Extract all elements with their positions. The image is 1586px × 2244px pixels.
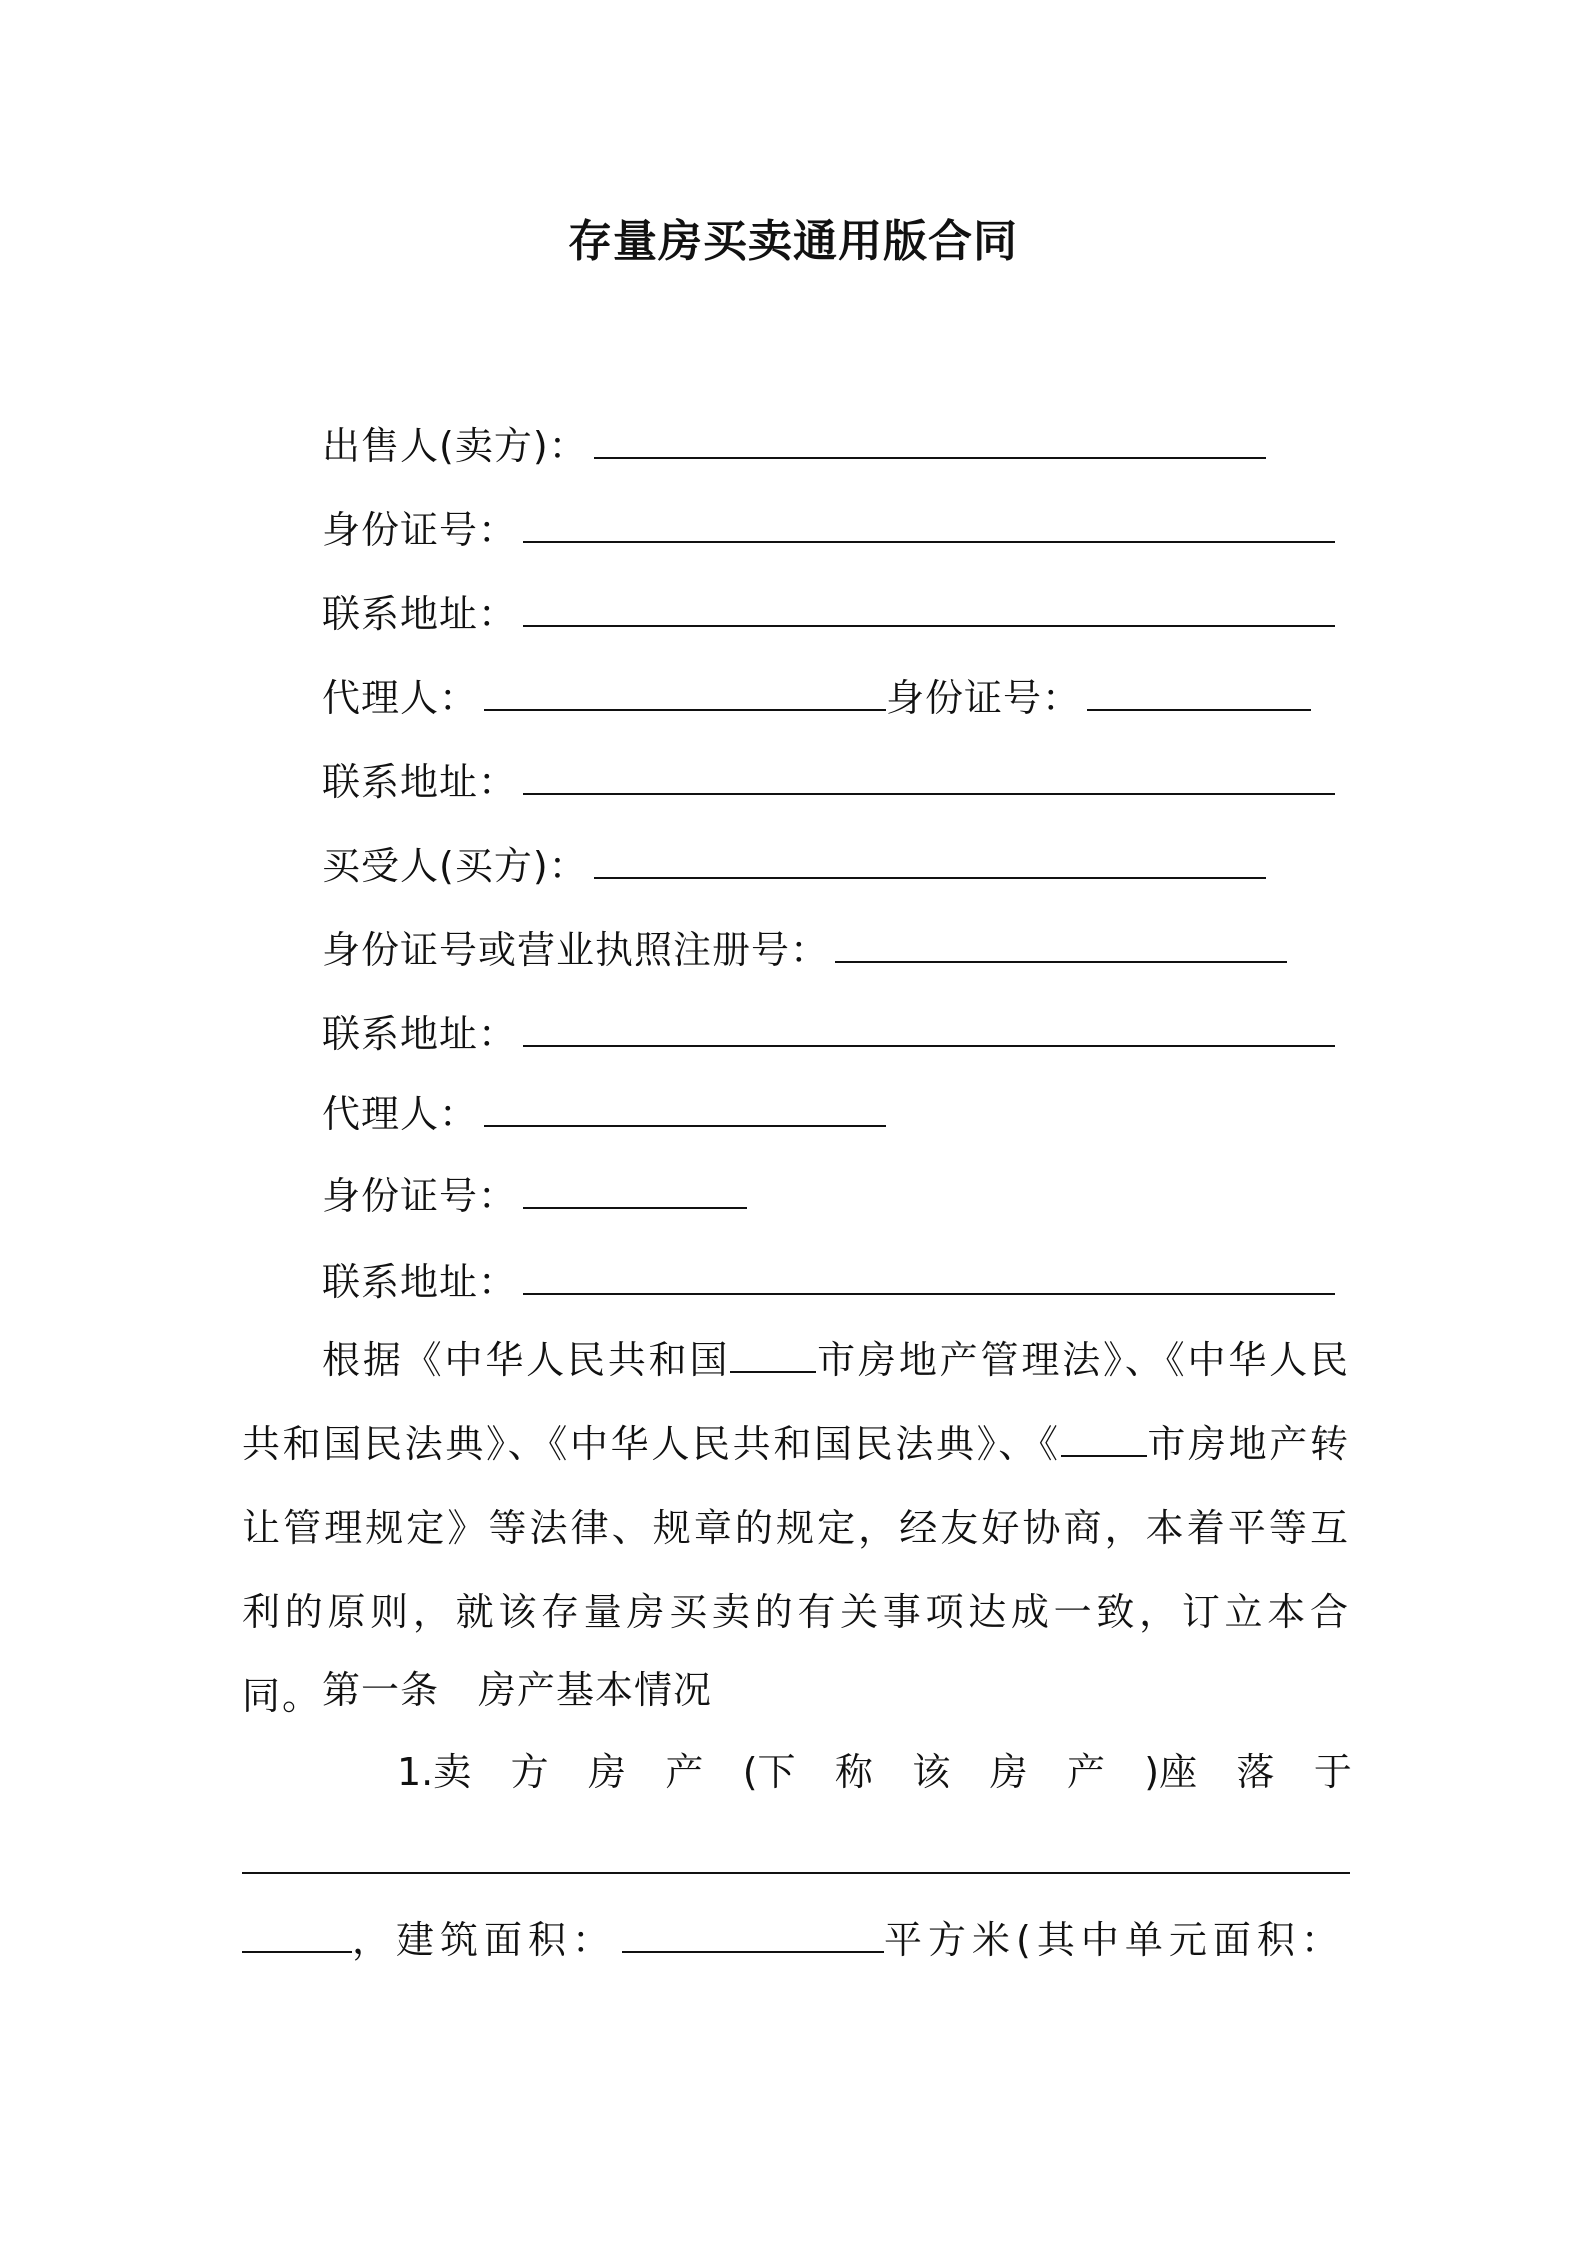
buyer-agent-id-label: 身份证号： (322, 1174, 518, 1218)
buyer-agent-label: 代理人： (322, 1092, 479, 1136)
buyer-address-blank[interactable] (523, 1009, 1335, 1047)
seller-agent-address-blank[interactable] (523, 757, 1335, 795)
buyer-agent-blank[interactable] (484, 1089, 886, 1127)
seller-id-label: 身份证号： (322, 508, 518, 552)
buyer-agent-address-label: 联系地址： (322, 1260, 518, 1304)
seller-address-line (322, 588, 1335, 640)
buyer-agent-address-blank[interactable] (523, 1257, 1335, 1295)
buyer-agent-address-line (322, 1256, 1335, 1308)
seller-agent-address-line (322, 756, 1335, 808)
item1-token: 房 (587, 1750, 626, 1794)
buyer-label: 买受人(买方)： (322, 844, 588, 888)
area-label: ，建筑面积： (352, 1918, 617, 1962)
seller-address-label: 联系地址： (322, 592, 518, 636)
buyer-agent-id-blank[interactable] (523, 1171, 747, 1209)
item1-token: 落 (1236, 1750, 1275, 1794)
item1-token: (下 (742, 1750, 796, 1794)
buyer-agent-id-line (322, 1170, 747, 1222)
unit-label: 平方米(其中单元面积： (884, 1918, 1345, 1962)
seller-agent-address-label: 联系地址： (322, 760, 518, 804)
preamble-part-3: 市房地产转让管理规定》等法律、规章的规定，经友好协商，本着平等互利的原则，就该存量房买卖的有关事项达成一致，订立本合同。 (242, 1422, 1350, 1718)
article-1-item-1 (397, 1746, 1352, 1798)
seller-name-blank[interactable] (594, 421, 1266, 459)
item1-token: )座 (1144, 1750, 1198, 1794)
item1-token: 产 (1066, 1750, 1105, 1794)
regulation-city-blank[interactable] (1061, 1423, 1147, 1457)
item1-token: 方 (510, 1750, 549, 1794)
item1-token: 该 (912, 1750, 951, 1794)
preamble-part-2: 市房地产管理法》、《中华人民共和国民法典》、《中华人民共和国民法典》、《 (242, 1338, 1350, 1466)
seller-id-blank[interactable] (523, 505, 1335, 543)
item1-token: 1.卖 (397, 1750, 472, 1794)
seller-agent-id-label: 身份证号： (886, 676, 1082, 720)
buyer-name-blank[interactable] (594, 841, 1266, 879)
seller-agent-id-blank[interactable] (1087, 673, 1311, 711)
item1-token: 称 (834, 1750, 873, 1794)
seller-name-line (322, 420, 1266, 472)
seller-id-line (322, 504, 1335, 556)
item1-token: 产 (665, 1750, 704, 1794)
seller-agent-label: 代理人： (322, 676, 479, 720)
preamble-part-1: 根据《中华人民共和国 (322, 1338, 731, 1382)
property-location-blank[interactable] (242, 1872, 1350, 1874)
seller-label: 出售人(卖方)： (322, 424, 588, 468)
building-area-blank[interactable] (622, 1915, 884, 1953)
law-city-blank[interactable] (730, 1339, 816, 1373)
buyer-id-label: 身份证号或营业执照注册号： (322, 928, 830, 972)
area-line (242, 1914, 1345, 1966)
buyer-address-label: 联系地址： (322, 1012, 518, 1056)
buyer-address-line (322, 1008, 1335, 1060)
location-tail-blank[interactable] (242, 1915, 352, 1953)
article-1-heading: 第一条 房产基本情况 (322, 1668, 713, 1712)
item1-token: 于 (1313, 1750, 1352, 1794)
buyer-id-blank[interactable] (835, 925, 1287, 963)
buyer-agent-line (322, 1088, 886, 1140)
buyer-id-line (322, 924, 1287, 976)
seller-agent-blank[interactable] (484, 673, 886, 711)
item1-token: 房 (989, 1750, 1028, 1794)
seller-address-blank[interactable] (523, 589, 1335, 627)
document-title: 存量房买卖通用版合同 (568, 216, 1018, 267)
seller-agent-line (322, 672, 1311, 724)
buyer-name-line (322, 840, 1266, 892)
